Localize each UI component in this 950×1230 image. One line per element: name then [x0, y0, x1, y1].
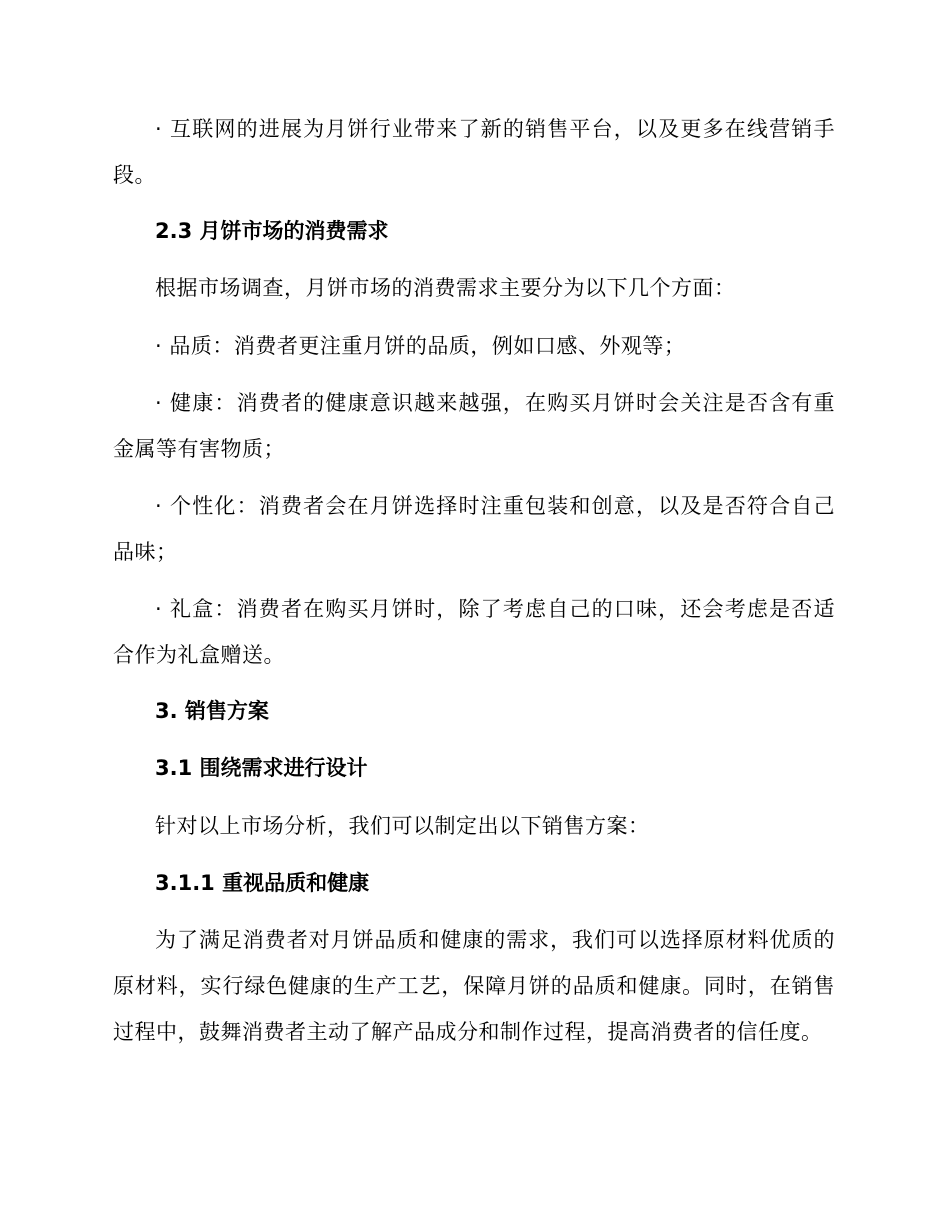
- heading-3-sales-plan: 3. 销售方案: [155, 699, 269, 723]
- heading-3-1-1-quality-health: 3.1.1 重视品质和健康: [155, 871, 370, 895]
- heading-2-3-consumer-demand: 2.3 月饼市场的消费需求: [155, 219, 389, 243]
- list-item-quality: · 品质：消费者更注重月饼的品质，例如口感、外观等；: [155, 334, 686, 358]
- paragraph-market-survey: 根据市场调查，月饼市场的消费需求主要分为以下几个方面：: [155, 276, 736, 300]
- paragraph-analysis-plan: 针对以上市场分析，我们可以制定出以下销售方案：: [155, 814, 650, 838]
- list-item-gift-box: · 礼盒：消费者在购买月饼时，除了考虑自己的口味，还会考虑是否适合作为礼盒赠送。: [113, 597, 835, 667]
- paragraph-internet-platform: · 互联网的进展为月饼行业带来了新的销售平台，以及更多在线营销手段。: [113, 117, 835, 187]
- heading-3-1-demand-design: 3.1 围绕需求进行设计: [155, 756, 368, 780]
- list-item-health: · 健康：消费者的健康意识越来越强，在购买月饼时会关注是否含有重金属等有害物质；: [113, 391, 835, 461]
- paragraph-quality-health-plan: 为了满足消费者对月饼品质和健康的需求，我们可以选择原材料优质的原材料，实行绿色健康的生产工艺，保障月饼的品质和健康。同时，在销售过程中，鼓舞消费者主动了解产品成分和制作过程，提高消费者的信任度。: [113, 928, 835, 1044]
- list-item-personalization: · 个性化：消费者会在月饼选择时注重包装和创意，以及是否符合自己品味；: [113, 494, 835, 564]
